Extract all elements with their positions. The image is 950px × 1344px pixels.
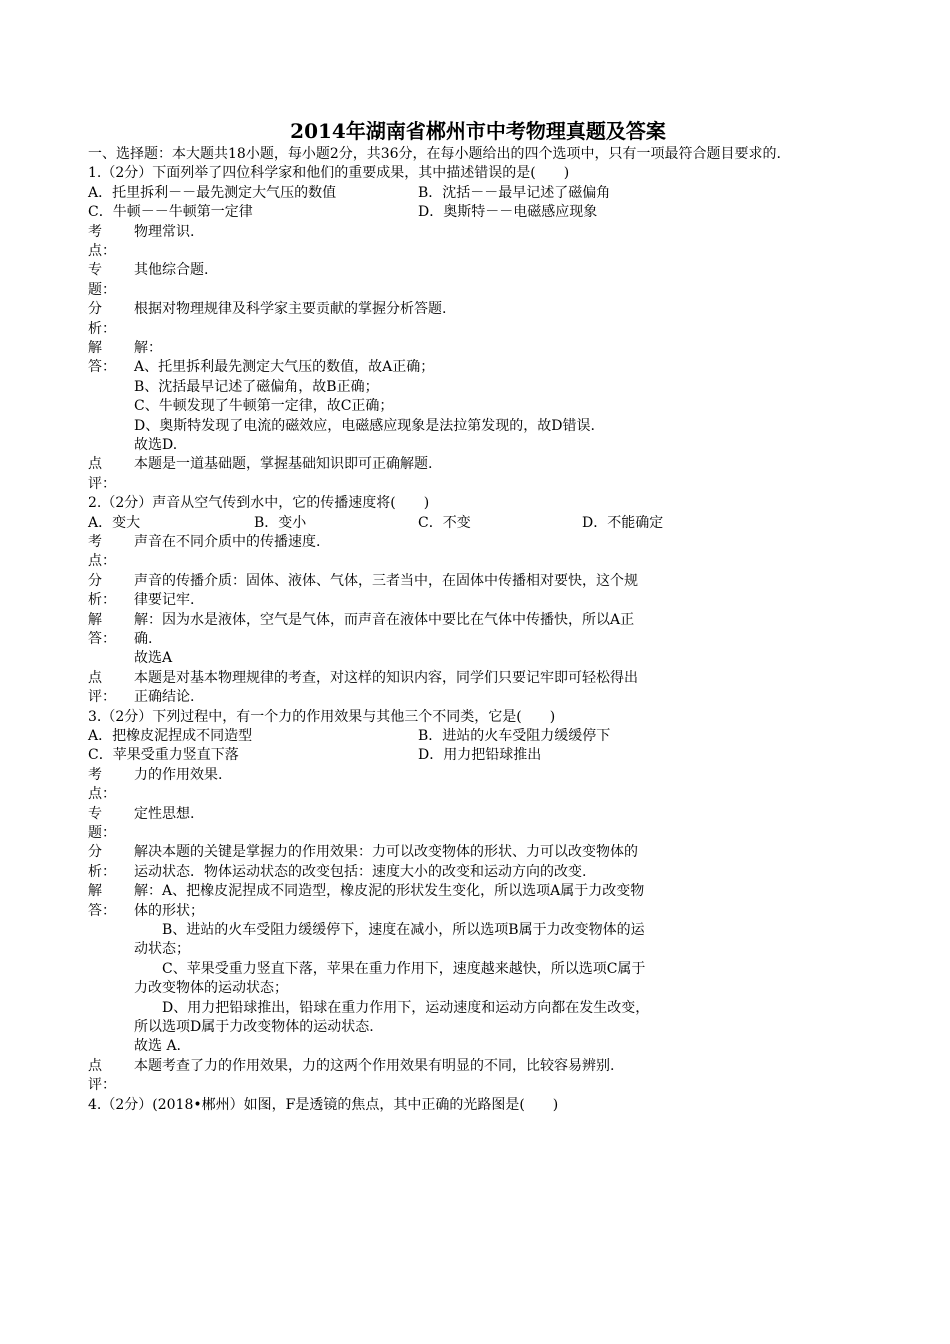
- option-d: D．不能确定: [582, 514, 664, 531]
- fenxi-line: 声音的传播介质：固体、液体、气体，三者当中，在固体中传播相对要快，这个规: [134, 572, 638, 589]
- option-d: D．用力把铅球推出: [418, 747, 542, 764]
- label: 点: [88, 456, 102, 473]
- label: 考: [88, 223, 102, 240]
- label: 点: [88, 1057, 102, 1074]
- jieda-line: 确.: [134, 631, 153, 647]
- label: 答：: [88, 630, 116, 647]
- section-heading: 一、选择题：本大题共18小题，每小题2分，共36分，在每小题给出的四个选项中，只有一项最符合题目要求的.: [88, 146, 781, 162]
- option-c: C．不变: [418, 514, 471, 531]
- kaodian-text: 力的作用效果.: [134, 766, 223, 783]
- label: 答：: [88, 359, 116, 376]
- jieda-line: 故选A: [134, 650, 173, 667]
- label: 分: [88, 572, 102, 589]
- zhuanti-block: [88, 805, 868, 844]
- jieda-line: B、进站的火车受阻力缓缓停下，速度在减小，所以选项B属于力改变物体的运: [134, 922, 645, 939]
- label: 点: [88, 669, 102, 686]
- jieda-line: A、托里拆利最先测定大气压的数值，故A正确；: [134, 359, 435, 376]
- fenxi-block: [88, 300, 868, 339]
- options-row: [88, 203, 868, 222]
- jieda-line: C、牛顿发现了牛顿第一定律，故C正确；: [134, 398, 394, 415]
- jieda-line: C、苹果受重力竖直下落，苹果在重力作用下，速度越来越快，所以选项C属于: [134, 960, 646, 977]
- option-a: A．变大: [88, 514, 141, 531]
- fenxi-line: 解决本题的关键是掌握力的作用效果：力可以改变物体的形状、力可以改变物体的: [134, 844, 638, 861]
- jieda-line: 解：: [134, 339, 162, 356]
- jieda-block: [88, 882, 868, 1057]
- label: 析：: [88, 320, 116, 337]
- label: 专: [88, 262, 102, 279]
- question-stem: 1.（2分）下面列举了四位科学家和他们的重要成果，其中描述错误的是( ): [88, 165, 570, 182]
- fenxi-line: 运动状态．物体运动状态的改变包括：速度大小的改变和运动方向的改变.: [134, 863, 587, 880]
- jieda-line: 所以选项D属于力改变物体的运动状态.: [134, 1019, 374, 1036]
- option-a: A．把橡皮泥捏成不同造型: [88, 728, 253, 745]
- label: 分: [88, 844, 102, 861]
- option-a: A．托里拆利－－最先测定大气压的数值: [88, 184, 337, 201]
- question-stem: 4.（2分）(2018•郴州）如图，F是透镜的焦点，其中正确的光路图是( ): [88, 1096, 559, 1113]
- options-row: [88, 727, 868, 746]
- jieda-line: 故选D.: [134, 437, 178, 453]
- jieda-block: [88, 339, 868, 455]
- kaodian-text: 物理常识.: [134, 223, 195, 240]
- question-1: [88, 164, 868, 494]
- label: 题：: [88, 825, 116, 842]
- label: 分: [88, 301, 102, 318]
- jieda-block: [88, 611, 868, 669]
- options-row: [88, 514, 868, 533]
- kaodian-text: 声音在不同介质中的传播速度.: [134, 534, 321, 550]
- label: 考: [88, 766, 102, 783]
- option-b: B．进站的火车受阻力缓缓停下: [418, 728, 611, 745]
- kaodian-block: [88, 766, 868, 805]
- dianping-line: 正确结论.: [134, 689, 195, 706]
- label: 点：: [88, 553, 116, 570]
- zhuanti-block: [88, 261, 868, 300]
- label: 专: [88, 805, 102, 822]
- option-b: B．沈括－－最早记述了磁偏角: [418, 184, 611, 201]
- label: 解: [88, 883, 102, 900]
- jieda-line: D、奥斯特发现了电流的磁效应，电磁感应现象是法拉第发现的，故D错误.: [134, 417, 595, 434]
- question-4: [88, 1096, 868, 1115]
- label: 点：: [88, 243, 116, 260]
- fenxi-text: 根据对物理规律及科学家主要贡献的掌握分析答题.: [134, 301, 447, 318]
- jieda-line: 解：因为水是液体，空气是气体，而声音在液体中要比在气体中传播快，所以A正: [134, 611, 635, 628]
- question-stem: 3.（2分）下列过程中，有一个力的作用效果与其他三个不同类，它是( ): [88, 708, 556, 725]
- options-row: [88, 184, 868, 203]
- kaodian-block: [88, 223, 868, 262]
- dianping-block: [88, 455, 868, 494]
- zhuanti-text: 定性思想.: [134, 805, 195, 822]
- label: 评：: [88, 1077, 116, 1094]
- dianping-block: [88, 669, 868, 708]
- question-2: [88, 494, 868, 707]
- dianping-line: 本题是对基本物理规律的考查，对这样的知识内容，同学们只要记牢即可轻松得出: [134, 669, 638, 686]
- label: 答：: [88, 902, 116, 919]
- option-d: D．奥斯特－－电磁感应现象: [418, 204, 598, 221]
- jieda-line: 动状态；: [134, 941, 190, 958]
- jieda-line: D、用力把铅球推出，铅球在重力作用下，运动速度和运动方向都在发生改变，: [134, 999, 650, 1016]
- kaodian-block: [88, 533, 868, 572]
- label: 题：: [88, 281, 116, 298]
- label: 点：: [88, 786, 116, 803]
- label: 析：: [88, 863, 116, 880]
- label: 解: [88, 339, 102, 356]
- jieda-line: 解：A、把橡皮泥捏成不同造型，橡皮泥的形状发生变化，所以选项A属于力改变物: [134, 883, 645, 900]
- option-b: B．变小: [254, 514, 307, 531]
- page-title: 2014年湖南省郴州市中考物理真题及答案: [290, 119, 666, 143]
- jieda-line: 体的形状；: [134, 902, 204, 919]
- label: 评：: [88, 475, 116, 492]
- zhuanti-text: 其他综合题.: [134, 262, 209, 279]
- jieda-line: B、沈括最早记述了磁偏角，故B正确；: [134, 378, 379, 395]
- option-c: C．牛顿－－牛顿第一定律: [88, 204, 253, 221]
- jieda-line: 力改变物体的运动状态；: [134, 980, 288, 997]
- option-c: C．苹果受重力竖直下落: [88, 747, 239, 764]
- options-row: [88, 746, 868, 765]
- exam-page: [88, 118, 868, 1115]
- dianping-text: 本题考查了力的作用效果，力的这两个作用效果有明显的不同，比较容易辨别.: [134, 1057, 615, 1074]
- label: 考: [88, 534, 102, 550]
- question-3: [88, 708, 868, 1096]
- label: 评：: [88, 689, 116, 706]
- label: 析：: [88, 592, 116, 609]
- fenxi-line: 律要记牢.: [134, 592, 195, 609]
- jieda-line: 故选 A.: [134, 1038, 182, 1055]
- fenxi-block: [88, 572, 868, 611]
- fenxi-block: [88, 843, 868, 882]
- dianping-text: 本题是一道基础题，掌握基础知识即可正确解题.: [134, 456, 433, 473]
- dianping-block: [88, 1057, 868, 1096]
- question-stem: 2.（2分）声音从空气传到水中，它的传播速度将( ): [88, 495, 430, 512]
- label: 解: [88, 611, 102, 628]
